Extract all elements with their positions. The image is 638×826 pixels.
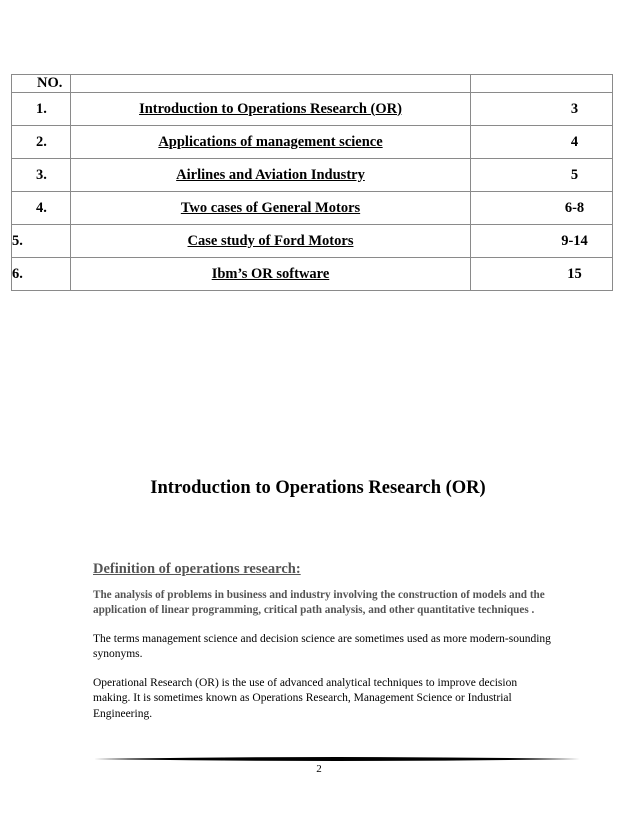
toc-page: 3: [570, 100, 579, 117]
toc-header-page-cell: [471, 75, 613, 93]
toc-title-cell: [71, 225, 471, 258]
toc-row: [12, 126, 613, 159]
toc-number-cell: [12, 258, 71, 291]
toc-number-cell: [12, 192, 71, 225]
toc-row: [12, 93, 613, 126]
toc-number: 2.: [36, 133, 47, 150]
toc-page-cell: [471, 258, 613, 291]
toc-page-cell: [471, 192, 613, 225]
toc-title-cell: [71, 159, 471, 192]
toc-header-no: NO.: [37, 75, 63, 91]
toc-page: 6-8: [564, 199, 585, 216]
toc-row: [12, 159, 613, 192]
footer-divider: [94, 756, 580, 762]
toc-page-cell: [471, 225, 613, 258]
toc-page-cell: [471, 93, 613, 126]
paragraph-operational-research: Operational Research (OR) is the use of advanced analytical techniques to improve decision making. It is sometimes known as Operations Research, Management Science or Industrial Engineering.: [93, 676, 518, 720]
definition-title: Definition of operations research:: [93, 561, 301, 577]
table-of-contents: [11, 74, 613, 291]
toc-page-cell: [471, 159, 613, 192]
toc-title: Case study of Ford Motors: [187, 232, 354, 249]
toc-page: 4: [570, 133, 579, 150]
toc-page: 9-14: [561, 232, 588, 249]
section-heading: Introduction to Operations Research (OR): [150, 478, 486, 498]
toc-row: [12, 258, 613, 291]
toc-title: Introduction to Operations Research (OR): [139, 100, 402, 117]
page-number: 2: [316, 763, 322, 775]
toc-title-cell: [71, 258, 471, 291]
section-content: [93, 562, 553, 735]
toc-title-cell: [71, 126, 471, 159]
toc-page: 5: [570, 166, 579, 183]
toc-number-cell: [12, 159, 71, 192]
toc-page: 15: [567, 265, 582, 282]
toc-row: [12, 192, 613, 225]
toc-title-cell: [71, 192, 471, 225]
definition-body: The analysis of problems in business and industry involving the construction of models and the application of linear programming, critical path analysis, and other quantitative techniques .: [93, 588, 545, 616]
toc-number: 3.: [36, 166, 47, 183]
toc-header-row: [12, 75, 613, 93]
toc-title-cell: [71, 93, 471, 126]
toc-title: Two cases of General Motors: [180, 199, 361, 216]
toc-number: 6.: [12, 265, 23, 282]
toc-title: Airlines and Aviation Industry: [176, 166, 365, 183]
toc-number-cell: [12, 225, 71, 258]
toc-title: Ibm’s OR software: [211, 265, 330, 282]
toc-row: [12, 225, 613, 258]
toc-header-title-cell: [71, 75, 471, 93]
paragraph-synonyms: The terms management science and decision science are sometimes used as more modern-sounding synonyms.: [93, 632, 551, 660]
toc-number: 5.: [12, 232, 23, 249]
toc-number: 4.: [36, 199, 47, 216]
toc-header-no-cell: [12, 75, 71, 93]
toc-number-cell: [12, 93, 71, 126]
toc-number-cell: [12, 126, 71, 159]
toc-page-cell: [471, 126, 613, 159]
toc-title: Applications of management science: [158, 133, 383, 150]
toc-number: 1.: [36, 100, 47, 117]
